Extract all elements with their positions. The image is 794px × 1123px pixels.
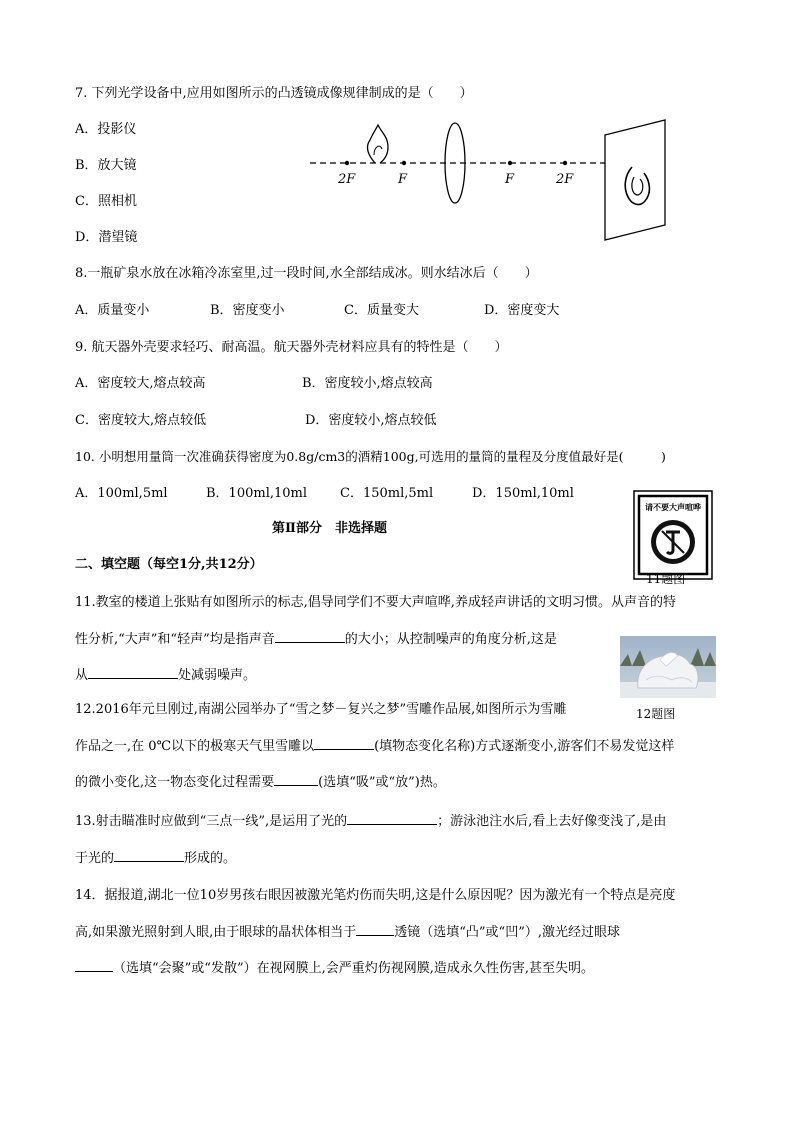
q9-option-b: B．密度较小,熔点较高 <box>302 376 433 391</box>
label-2f-left: 2F <box>338 172 356 187</box>
label-f-right: F <box>505 172 515 187</box>
q14-blank-2[interactable] <box>75 959 113 972</box>
q14-line2-end: 透镜（选填“凸”或“凹”）,激光经过眼球 <box>394 925 620 940</box>
screen <box>605 120 665 240</box>
q10-option-c: C．150ml,5ml <box>340 486 434 501</box>
q7-option-c: C．照相机 <box>75 194 137 209</box>
q7-option-d: D．潜望镜 <box>75 230 138 245</box>
lens-diagram <box>310 115 680 245</box>
q9-option-c: C．密度较大,熔点较低 <box>75 413 207 428</box>
q14-line1: 14．据报道,湖北一位10岁男孩右眼因被激光笔灼伤而失明,这是什么原因呢？因为激光有一个特点是亮度 <box>75 888 676 903</box>
q10-option-a: A．100ml,5ml <box>75 486 168 501</box>
part-title: 第Ⅱ部分 非选择题 <box>272 521 387 536</box>
q12-blank-1[interactable] <box>314 737 374 750</box>
q9-option-d: D．密度较小,熔点较低 <box>305 413 437 428</box>
q12-blank-2[interactable] <box>274 773 318 786</box>
q10-stem: 10. 小明想用量筒一次准确获得密度为0.8g/cm3的酒精100g,可选用的量筒的量程及分度值最好是( ) <box>75 449 666 464</box>
q7-option-b: B．放大镜 <box>75 158 137 173</box>
q13-line2-start: 于光的 <box>75 851 115 866</box>
q12-line1: 12.2016年元旦刚过,南湖公园举办了“雪之梦－复兴之梦”雪雕作品展,如图所示为雪雕 <box>75 702 567 717</box>
q11-line2-start: 性分析,“大声”和“轻声”均是指声音 <box>75 632 275 647</box>
label-f-left: F <box>398 172 408 187</box>
q13-blank-2[interactable] <box>114 849 184 862</box>
q11-blank-1[interactable] <box>275 630 345 643</box>
q13-line1-end: ；游泳池注水后,看上去好像变浅了,是由 <box>437 814 667 829</box>
q13-blank-1[interactable] <box>347 812 437 825</box>
q13-line1-start: 13.射击瞄准时应做到“三点一线”,是运用了光的 <box>75 814 348 829</box>
q11-line3-end: 处减弱噪声。 <box>178 668 257 683</box>
q8-option-d: D．密度变大 <box>484 303 560 318</box>
q8-stem: 8.一瓶矿泉水放在冰箱冷冻室里,过一段时间,水全部结成冰。则水结冰后（ ） <box>75 266 538 281</box>
q8-option-c: C．质量变大 <box>344 303 419 318</box>
q10-option-d: D．150ml,10ml <box>472 486 574 501</box>
q7-stem: 7. 下列光学设备中,应用如图所示的凸透镜成像规律制成的是（ ） <box>75 86 473 101</box>
q14-blank-1[interactable] <box>356 923 394 936</box>
q11-caption: 11题图 <box>646 572 686 586</box>
q14-line2-start: 高,如果激光照射到人眼,由于眼球的晶状体相当于 <box>75 925 357 940</box>
q12-caption: 12题图 <box>636 707 676 721</box>
q8-option-a: A．质量变小 <box>75 303 150 318</box>
q11-line2-end: 的大小；从控制噪声的角度分析,这是 <box>344 632 557 647</box>
q13-line2-end: 形成的。 <box>184 851 237 866</box>
snow-sculpture-photo <box>620 636 716 698</box>
candle-object-icon <box>368 125 388 163</box>
label-2f-right: 2F <box>556 172 574 187</box>
q11-blank-2[interactable] <box>88 666 178 679</box>
q14-line3-end: （选填“会聚”或“发散”）在视网膜上,会严重灼伤视网膜,造成永久性伤害,甚至失明。 <box>113 961 594 976</box>
q11-line1: 11.教室的楼道上张贴有如图所示的标志,倡导同学们不要大声喧哗,养成轻声讲话的文明习惯。从声音的特 <box>75 595 676 610</box>
fill-section-title: 二、填空题（每空1分,共12分） <box>75 557 263 572</box>
q11-line3-start: 从 <box>75 668 89 683</box>
q12-line3-end: (选填“吸”或“放”)热。 <box>318 775 446 790</box>
sign-text: 请不要大声喧哗 <box>645 502 701 512</box>
q12-line2-start: 作品之一,在 0℃以下的极寒天气里雪雕以 <box>75 739 315 754</box>
q9-stem: 9. 航天器外壳要求轻巧、耐高温。航天器外壳材料应具有的特性是（ ） <box>75 340 508 355</box>
quiet-sign-image <box>633 490 713 582</box>
q9-option-a: A．密度较大,熔点较高 <box>75 376 206 391</box>
q12-line2-end: (填物态变化名称)方式逐渐变小,游客们不易发觉这样 <box>374 739 675 754</box>
q10-option-b: B．100ml,10ml <box>206 486 308 501</box>
q12-line3-start: 的微小变化,这一物态变化过程需要 <box>75 775 275 790</box>
q7-option-a: A．投影仪 <box>75 122 137 137</box>
q8-option-b: B．密度变小 <box>210 303 285 318</box>
